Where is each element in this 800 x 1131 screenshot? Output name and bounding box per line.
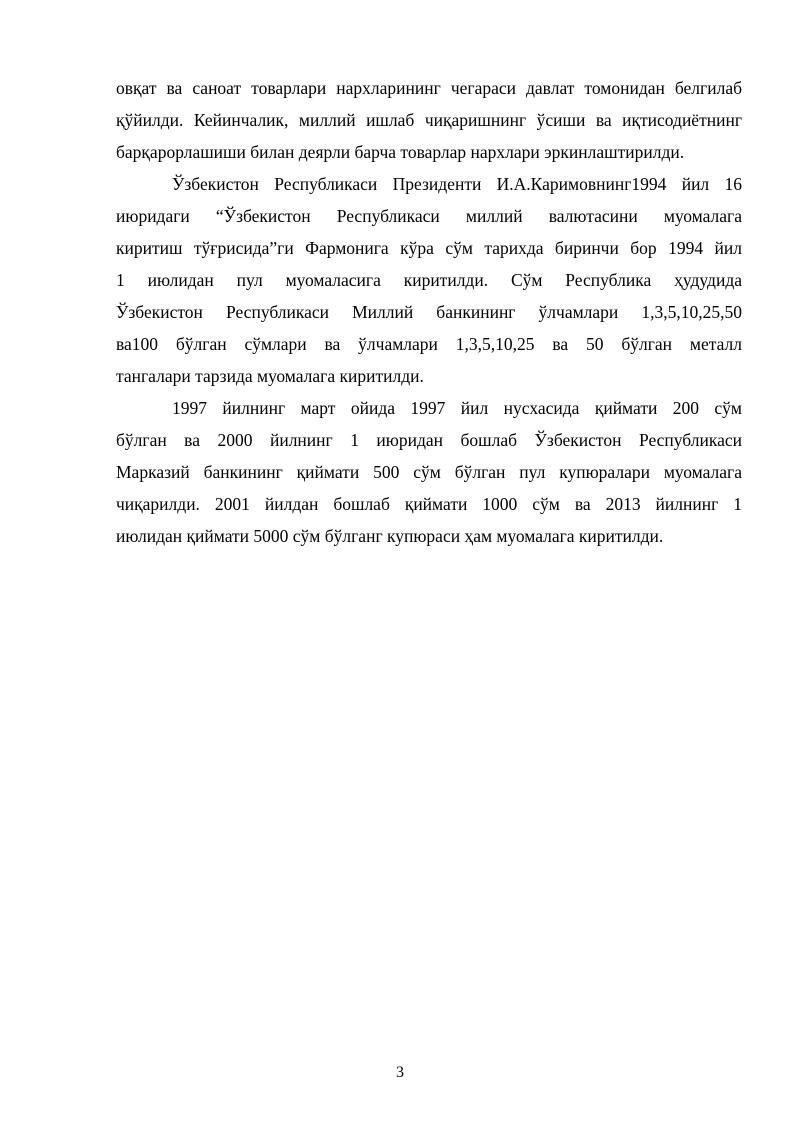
paragraph-2-line-6: ва100 бўлган сўмлари ва ўлчамлари 1,3,5,10,25 ва 50 бўлган металл xyxy=(116,334,742,354)
paragraph-2-line-4: 1 июлидан пул муомаласига киритилди. Сўм Республика ҳудудида xyxy=(116,270,742,290)
paragraph-1-line-1: овқат ва саноат товарлари нархларининг чегараси давлат томонидан белгилаб xyxy=(116,78,742,98)
paragraph-3-line-2: бўлган ва 2000 йилнинг 1 июридан бошлаб Ўзбекистон Республикаси xyxy=(116,430,742,450)
paragraph-2-line-3: киритиш тўғрисида”ги Фармонига кўра сўм тарихда биринчи бор 1994 йил xyxy=(116,238,742,258)
paragraph-1-line-2: қўйилди. Кейинчалик, миллий ишлаб чиқаришнинг ўсиши ва иқтисодиётнинг xyxy=(116,110,742,130)
paragraph-3-line-5: июлидан қиймати 5000 сўм бўлганг купюраси ҳам муомалага киритилди. xyxy=(116,526,664,546)
paragraph-3-line-4: чиқарилди. 2001 йилдан бошлаб қиймати 1000 сўм ва 2013 йилнинг 1 xyxy=(116,494,742,514)
paragraph-3-line-3: Марказий банкининг қиймати 500 сўм бўлган пул купюралари муомалага xyxy=(116,462,742,482)
paragraph-2-line-7: тангалари тарзида муомалага киритилди. xyxy=(116,366,424,386)
document-body xyxy=(116,72,742,552)
page-number: 3 xyxy=(396,1064,404,1081)
paragraph-2-line-5: Ўзбекистон Республикаси Миллий банкининг ўлчамлари 1,3,5,10,25,50 xyxy=(116,302,742,322)
paragraph-2-line-1: Ўзбекистон Республикаси Президенти И.А.Каримовнинг1994 йил 16 xyxy=(172,174,742,194)
paragraph-2-line-2: июридаги “Ўзбекистон Республикаси миллий валютасини муомалага xyxy=(116,206,742,226)
paragraph-3-line-1: 1997 йилнинг март ойида 1997 йил нусхасида қиймати 200 сўм xyxy=(172,398,742,418)
paragraph-1-line-3: барқарорлашиши билан деярли барча товарлар нархлари эркинлаштирилди. xyxy=(116,142,685,162)
